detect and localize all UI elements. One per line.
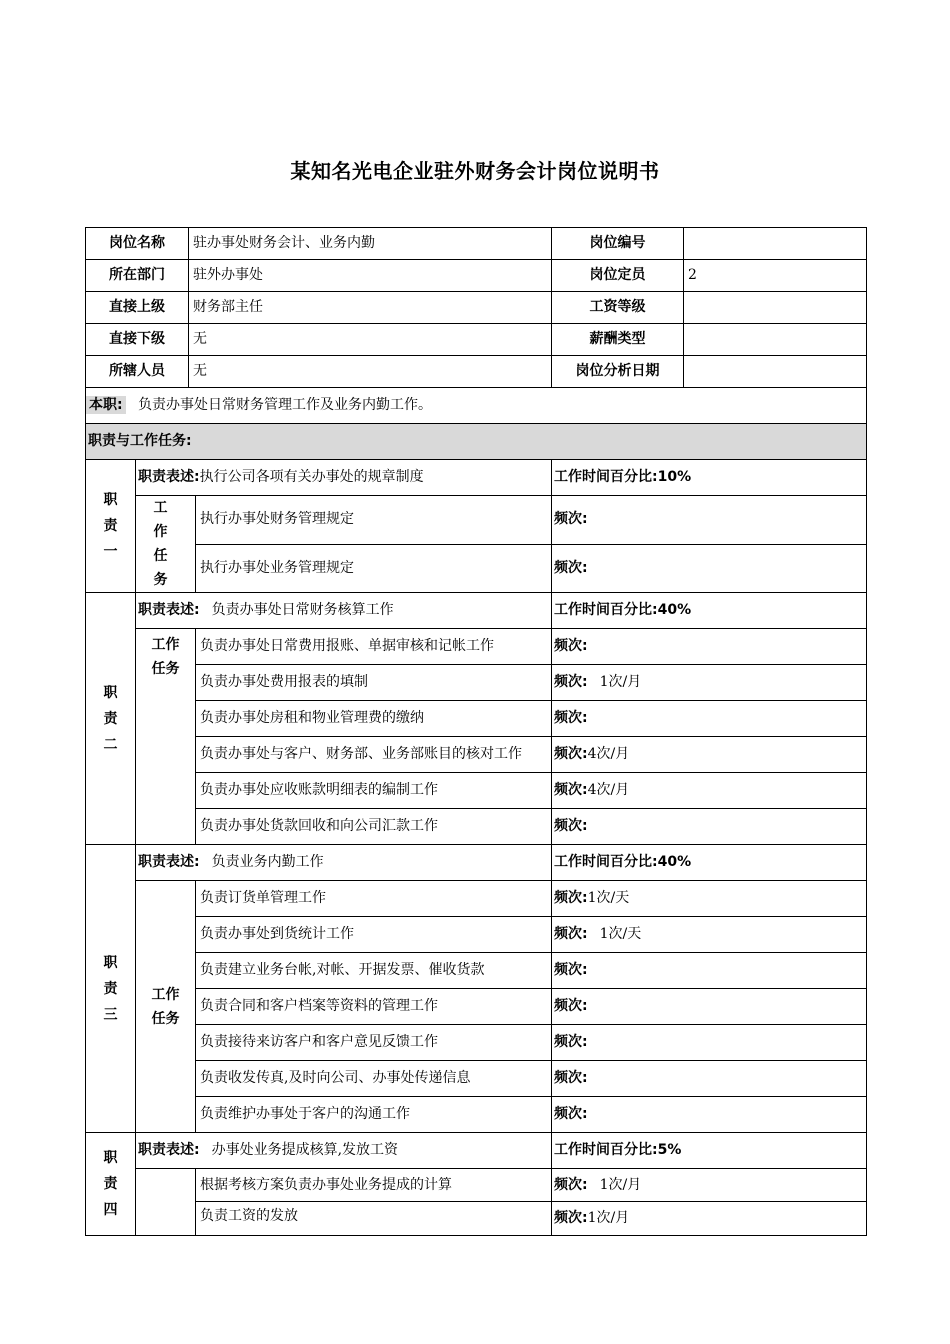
duty-statement-row [86,593,867,629]
task-row [86,773,867,809]
duty-name: 职 责 四 [86,1133,136,1236]
task-row [86,496,867,545]
duty-percent: 工作时间百分比:40% [552,593,867,629]
duty-percent: 工作时间百分比:10% [554,469,692,485]
freq-value: 1次/天 [599,926,642,942]
freq-value: 1次/天 [587,890,630,906]
freq-label: 频次: [554,710,588,726]
info-row [86,292,867,324]
freq-label: 频次: [554,1210,588,1226]
duty-statement-row [86,1133,867,1169]
info-label: 所辖人员 [86,356,189,388]
task-row [86,809,867,845]
task-text: 负责办事处到货统计工作 [196,917,552,953]
task-label: 工作 任务 [136,629,196,845]
task-text: 根据考核方案负责办事处业务提成的计算 [196,1169,552,1202]
info-right-value [684,324,867,356]
task-text: 负责建立业务台帐,对帐、开据发票、催收货款 [196,953,552,989]
duty-statement: 办事处业务提成核算,发放工资 [211,1142,399,1158]
task-text: 执行办事处业务管理规定 [196,544,552,593]
duty-name: 职 责 三 [86,845,136,1133]
info-row [86,356,867,388]
task-text: 负责办事处费用报表的填制 [196,665,552,701]
duty-name: 职 责 一 [86,460,136,593]
freq-label: 频次: [554,782,588,798]
info-right-value [684,356,867,388]
task-row [86,629,867,665]
freq-label: 频次: [554,998,588,1014]
duty-statement: 执行公司各项有关办事处的规章制度 [199,469,424,485]
info-label: 直接上级 [86,292,189,324]
info-right-label: 岗位分析日期 [552,356,684,388]
task-row [86,1061,867,1097]
benzhi-text: 负责办事处日常财务管理工作及业务内勤工作。 [138,397,433,413]
freq-label: 频次: [554,1176,588,1193]
task-row [86,1202,867,1236]
freq-label: 频次: [554,818,588,834]
task-row [86,1025,867,1061]
freq-label: 频次: [554,746,588,762]
benzhi-row [86,388,867,424]
freq-value: 1次/月 [599,674,642,690]
task-text: 负责办事处日常费用报账、单据审核和记帐工作 [196,629,552,665]
freq-value: 1次/月 [587,1210,630,1226]
task-row [86,737,867,773]
task-text: 负责工资的发放 [196,1202,552,1236]
info-label: 所在部门 [86,260,189,292]
task-text: 执行办事处财务管理规定 [196,496,552,545]
info-right-value [684,228,867,260]
info-label: 直接下级 [86,324,189,356]
task-text: 负责办事处与客户、财务部、业务部账目的核对工作 [196,737,552,773]
info-right-value: 2 [684,260,867,292]
info-label: 岗位名称 [86,228,189,260]
task-row [86,1097,867,1133]
job-description-table [85,227,867,1236]
info-value: 驻办事处财务会计、业务内勤 [189,228,552,260]
task-row [86,544,867,593]
task-row [86,701,867,737]
task-text: 负责订货单管理工作 [196,881,552,917]
info-row [86,228,867,260]
duty-name: 职 责 二 [86,593,136,845]
task-text: 负责办事处货款回收和向公司汇款工作 [196,809,552,845]
task-row [86,881,867,917]
info-right-label: 工资等级 [552,292,684,324]
info-row [86,324,867,356]
info-value: 驻外办事处 [189,260,552,292]
page-title: 某知名光电企业驻外财务会计岗位说明书 [290,159,660,183]
task-text: 负责收发传真,及时向公司、办事处传递信息 [196,1061,552,1097]
info-right-label: 岗位定员 [552,260,684,292]
freq-value: 4次/月 [587,782,630,798]
info-value: 无 [189,356,552,388]
info-value: 无 [189,324,552,356]
task-text: 负责维护办事处于客户的沟通工作 [196,1097,552,1133]
task-text: 负责接待来访客户和客户意见反馈工作 [196,1025,552,1061]
freq-label: 频次: [554,926,588,942]
info-row [86,260,867,292]
task-text: 负责办事处应收账款明细表的编制工作 [196,773,552,809]
task-row [86,917,867,953]
freq-label: 频次: [554,559,588,576]
freq-label: 频次: [554,674,588,690]
freq-label: 频次: [554,962,588,978]
freq-label: 频次: [554,1106,588,1122]
info-right-label: 岗位编号 [552,228,684,260]
duty-header-row [86,424,867,460]
info-right-label: 薪酬类型 [552,324,684,356]
info-right-value [684,292,867,324]
freq-value: 1次/月 [599,1176,642,1193]
duty-statement-row [86,845,867,881]
duty-statement: 负责办事处日常财务核算工作 [211,602,394,618]
task-label: 工作 任务 [136,881,196,1133]
duty-statement-row [86,460,867,496]
freq-label: 频次: [554,1034,588,1050]
info-value: 财务部主任 [189,292,552,324]
duty-statement-label: 职责表述: [138,469,200,485]
freq-label: 频次: [554,1070,588,1086]
duty-statement: 负责业务内勤工作 [211,854,324,870]
duty-statement-label: 职责表述: [138,602,200,618]
benzhi-label: 本职: [86,396,126,414]
duty-statement-label: 职责表述: [138,1142,200,1158]
task-label: 工 作 任 务 [136,496,196,593]
task-text: 负责合同和客户档案等资料的管理工作 [196,989,552,1025]
task-row [86,1169,867,1202]
task-row [86,665,867,701]
task-row [86,989,867,1025]
freq-label: 频次: [554,638,588,654]
freq-label: 频次: [554,511,588,528]
duty-statement-label: 职责表述: [138,854,200,870]
duty-header: 职责与工作任务: [86,424,867,460]
duty-percent: 工作时间百分比:40% [552,845,867,881]
duty-percent: 工作时间百分比:5% [552,1133,867,1169]
task-text: 负责办事处房租和物业管理费的缴纳 [196,701,552,737]
freq-label: 频次: [554,890,588,906]
freq-value: 4次/月 [587,746,630,762]
task-row [86,953,867,989]
task-label [136,1169,196,1236]
